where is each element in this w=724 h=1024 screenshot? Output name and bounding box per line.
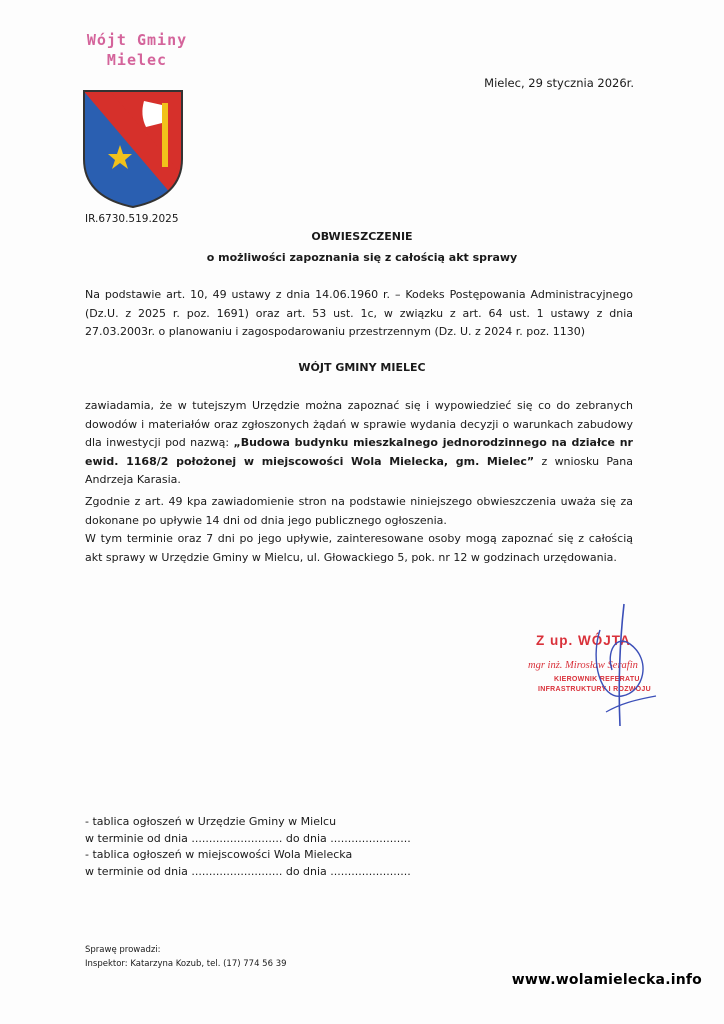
notice-subtitle: o możliwości zapoznania się z całością akt sprawy bbox=[206, 251, 518, 264]
delivery-paragraph: Zgodnie z art. 49 kpa zawiadomienie stron na podstawie niniejszego obwieszczenia uważa się za dokonane po upływie 14 dni od dnia jego publicznego ogłoszenia. bbox=[85, 495, 633, 527]
head-stamp-line2: Mielec bbox=[106, 51, 168, 69]
signature-role-line2: INFRASTRUKTURY I ROZWOJU bbox=[538, 686, 651, 693]
access-paragraph: W tym terminie oraz 7 dni po jego upływie, zainteresowane osoby mogą zapoznać się z całością akt sprawy w Urzędzie Gminy w Mielcu, ul. Głowackiego 5, pok. nr 12 w godzinach urzędowania. bbox=[85, 532, 633, 564]
notice-title: OBWIESZCZENIE bbox=[311, 230, 413, 243]
signature-name: mgr inż. Mirosław Serafin bbox=[528, 660, 638, 671]
case-handler-footer bbox=[85, 943, 287, 971]
coat-of-arms-icon bbox=[82, 89, 184, 209]
head-stamp bbox=[62, 30, 212, 70]
investment-name: „Budowa budynku mieszkalnego jednorodzinnego na działce nr ewid. 1168/2 położonej w miejscowości Wola Mielecka, gm. Mielec” bbox=[85, 436, 633, 468]
signature-zup: Z up. WÓJTA bbox=[536, 633, 631, 648]
site-watermark: www.wolamielecka.info bbox=[511, 972, 702, 988]
notification-paragraph bbox=[85, 397, 633, 490]
handwritten-signature-icon bbox=[560, 600, 670, 730]
case-handler-details: Inspektor: Katarzyna Kozub, tel. (17) 774 56 39 bbox=[85, 959, 287, 969]
posting-line-3: - tablica ogłoszeń w miejscowości Wola Mielecka bbox=[85, 848, 353, 861]
signature-role-line1: KIEROWNIK REFERATU bbox=[554, 676, 640, 683]
posting-list bbox=[85, 814, 505, 880]
posting-line-2: w terminie od dnia .......................... do dnia ....................... bbox=[85, 831, 411, 845]
posting-line-4: w terminie od dnia .......................... do dnia ....................... bbox=[85, 864, 411, 878]
reference-number: IR.6730.519.2025 bbox=[85, 213, 179, 225]
case-handler-label: Sprawę prowadzi: bbox=[85, 945, 161, 955]
head-stamp-line1: Wójt Gminy bbox=[86, 31, 188, 49]
legal-basis-paragraph: Na podstawie art. 10, 49 ustawy z dnia 14.06.1960 r. – Kodeks Postępowania Administracyjnego (Dz.U. z 2025 r. poz. 1691) oraz art. 53 ust. 1c, w związku z art. 64 ust. 1 ustawy z dnia 27.03.2003r. o planowaniu i zagospodarowaniu przestrzennym (Dz. U. z 2024 r. poz. 1130) bbox=[85, 288, 633, 338]
notification-text-end: z wniosku Pana Andrzeja Karasia. bbox=[85, 454, 633, 486]
place-date: Mielec, 29 stycznia 2026r. bbox=[484, 76, 634, 90]
authority-heading: WÓJT GMINY MIELEC bbox=[298, 361, 426, 374]
notification-text-start: zawiadamia, że w tutejszym Urzędzie można zapoznać się i wypowiedzieć się co do zebranych dowodów i materiałów oraz zgłoszonych żądań w sprawie wydania decyzji o warunkach zabudowy dla inwestycji pod nazwą: bbox=[85, 399, 633, 449]
posting-line-1: - tablica ogłoszeń w Urzędzie Gminy w Mielcu bbox=[85, 815, 337, 828]
